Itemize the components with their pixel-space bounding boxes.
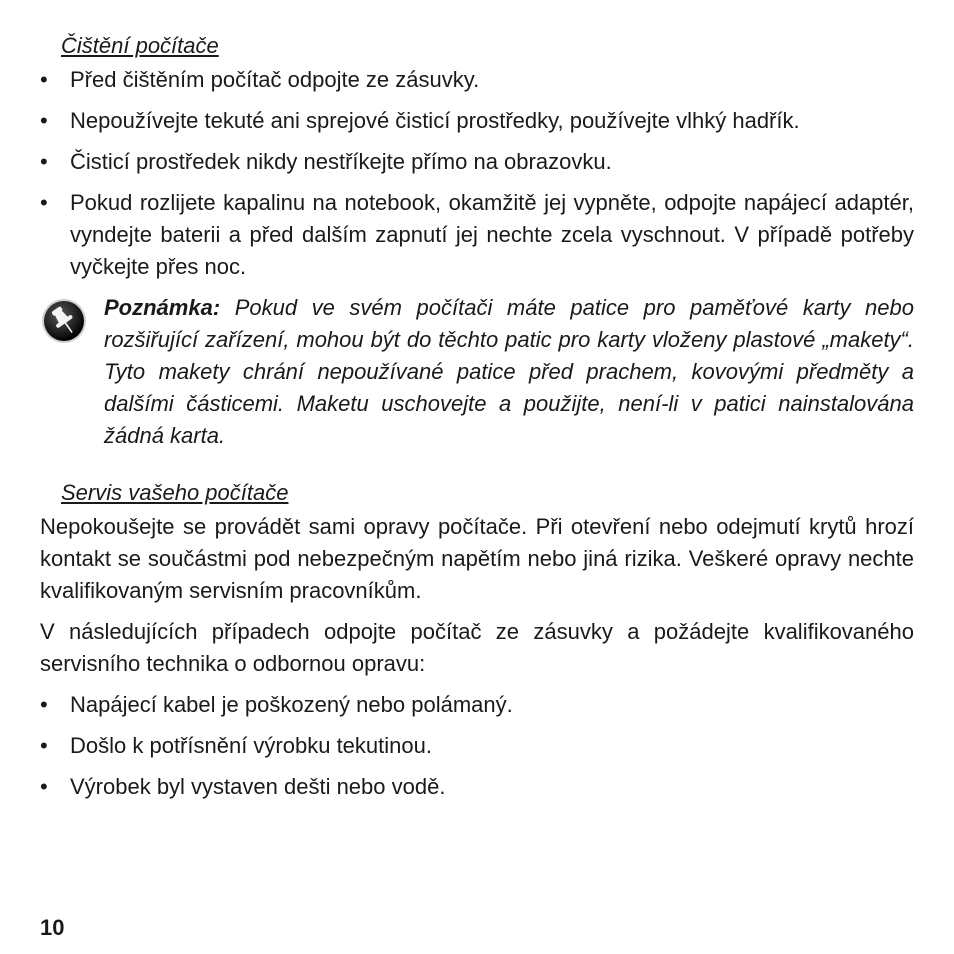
list-item: • Výrobek byl vystaven dešti nebo vodě. <box>40 771 914 803</box>
list-item: • Čisticí prostředek nikdy nestříkejte přímo na obrazovku. <box>40 146 914 178</box>
section-heading-cleaning: Čištění počítače <box>61 33 219 58</box>
section-service <box>40 477 914 803</box>
paragraph: Nepokoušejte se provádět sami opravy počítače. Při otevření nebo odejmutí krytů hrozí kontakt se součástmi pod nebezpečným napětím nebo jiná rizika. Veškeré opravy nechte kvalifikovaným servisním pracovníkům. <box>40 514 914 603</box>
document-page <box>40 30 914 812</box>
list-item: • Došlo k potřísnění výrobku tekutinou. <box>40 730 914 762</box>
note-label: Poznámka: <box>104 295 221 320</box>
list-item: • Před čištěním počítač odpojte ze zásuvky. <box>40 64 914 96</box>
cleaning-bullet-list <box>40 64 914 283</box>
service-bullet-list <box>40 689 914 803</box>
pushpin-icon <box>41 298 87 344</box>
note-text <box>104 292 914 452</box>
list-item: • Napájecí kabel je poškozený nebo polámaný. <box>40 689 914 721</box>
list-item: • Nepoužívejte tekuté ani sprejové čisticí prostředky, používejte vlhký hadřík. <box>40 105 914 137</box>
paragraph: V následujících případech odpojte počítač ze zásuvky a požádejte kvalifikovaného servisního technika o odbornou opravu: <box>40 619 914 676</box>
section-heading-service: Servis vašeho počítače <box>61 480 289 505</box>
note-body: Pokud ve svém počítači máte patice pro paměťové karty nebo rozšiřující zařízení, mohou být do těchto patic pro karty vloženy plastové „makety“. Tyto makety chrání nepoužívané patice před prachem, kovovými předměty a dalšími částicemi. Maketu uschovejte a použijte, není-li v patici nainstalována žádná karta. <box>104 295 914 448</box>
note-box <box>40 292 914 452</box>
section-cleaning <box>40 30 914 283</box>
page-number: 10 <box>40 915 65 940</box>
list-item: • Pokud rozlijete kapalinu na notebook, okamžitě jej vypněte, odpojte napájecí adaptér, vyndejte baterii a před dalším zapnutí jej nechte zcela vyschnout. V případě potřeby vyčkejte přes noc. <box>40 187 914 283</box>
